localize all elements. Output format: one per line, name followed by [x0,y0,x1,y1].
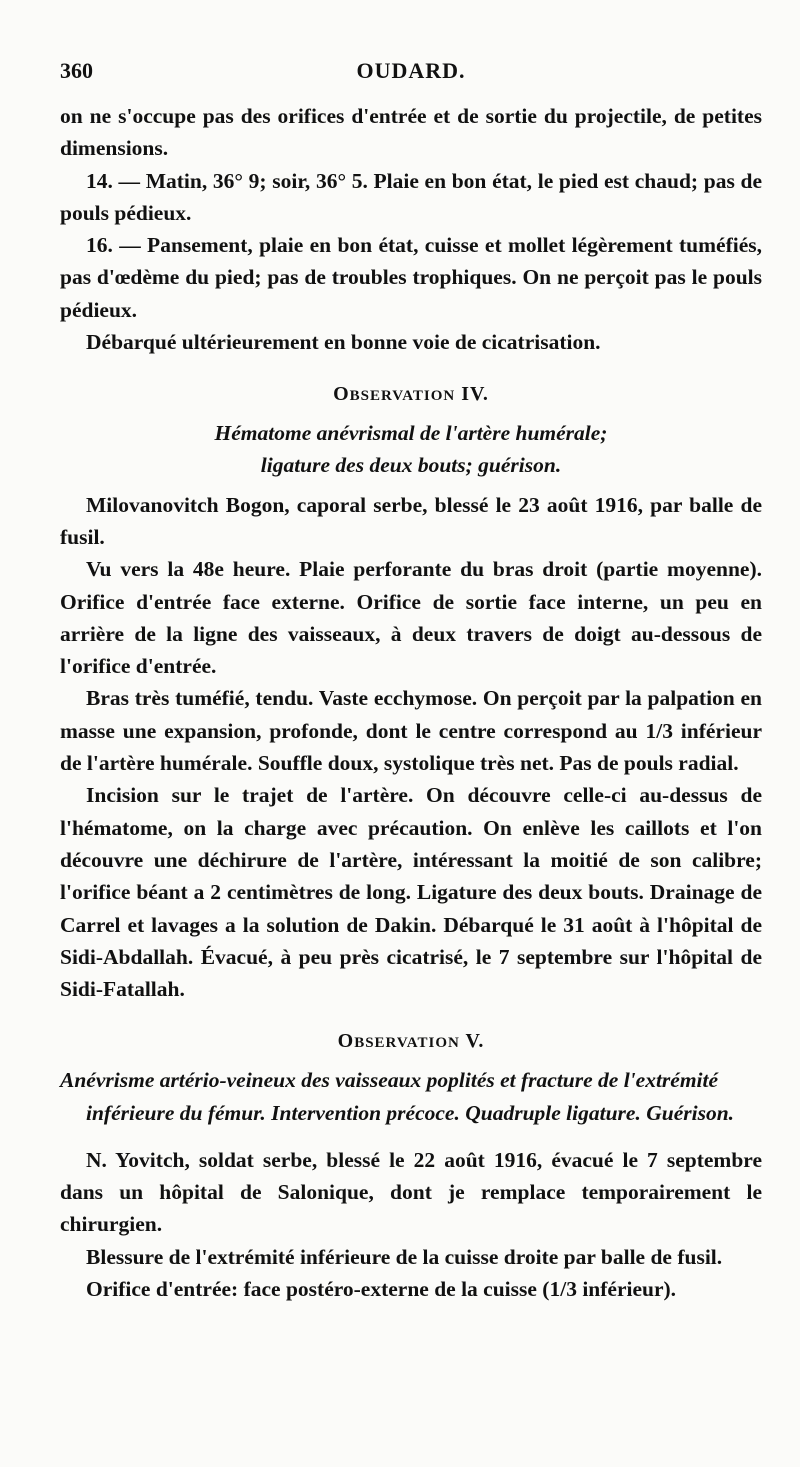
paragraph: Débarqué ultérieurement en bonne voie de cicatrisation. [86,330,601,355]
paragraph: Incision sur le trajet de l'artère. On découvre celle-ci au-dessus de l'hématome, on la charge avec précaution. On enlève les caillots et l'on découvre une déchirure de l'artère, intéressant la moitié de son calibre; l'orifice béant a 2 centimètres de long. Ligature des deux bouts. Drainage de Carrel et lavages a la solution de Dakin. Débarqué le 31 août à l'hôpital de Sidi-Abdallah. Évacué, à peu près cicatrisé, le 7 septembre sur l'hôpital de Sidi-Fatallah. [60,783,762,1002]
heading-number: V. [465,1030,485,1053]
paragraph: 14. — Matin, 36° 9; soir, 36° 5. Plaie en bon état, le pied est chaud; pas de pouls pédieux. [60,168,762,225]
paragraph: on ne s'occupe pas des orifices d'entrée et de sortie du projectile, de petites dimensions. [60,104,762,161]
observation-title: Anévrisme artério-veineux des vaisseaux poplités et fracture de l'extrémité inférieure du fémur. Intervention précoce. Quadruple ligature. Guérison. [60,1067,735,1125]
heading-initial: O [337,1030,355,1053]
title-line: ligature des deux bouts; guérison. [260,452,562,477]
paragraph: Blessure de l'extrémité inférieure de la cuisse droite par balle de fusil. [86,1244,723,1269]
paragraph: Orifice d'entrée: face postéro-externe de la cuisse (1/3 inférieur). [86,1276,677,1301]
heading-number: IV. [461,383,489,406]
heading-word: BSERVATION [354,1035,460,1052]
paragraph: 16. — Pansement, plaie en bon état, cuisse et mollet légèrement tuméfiés, pas d'œdème du pied; pas de troubles trophiques. On ne perçoit pas le pouls pédieux. [60,233,762,322]
heading-word: BSERVATION [349,388,456,405]
paragraph: Bras très tuméfié, tendu. Vaste ecchymose. On perçoit par la palpation en masse une expansion, profonde, dont le centre correspond au 1/3 inférieur de l'artère humérale. Souffle doux, systolique très net. Pas de pouls radial. [60,686,762,776]
page-body [60,100,762,1305]
paragraph: N. Yovitch, soldat serbe, blessé le 22 août 1916, évacué le 7 septembre dans un hôpital de Salonique, dont je remplace temporairement le chirurgien. [60,1147,762,1237]
page-number: 360 [60,58,93,83]
paragraph: Milovanovitch Bogon, caporal serbe, blessé le 23 août 1916, par balle de fusil. [60,492,762,549]
observation-heading [60,1025,762,1059]
observation-title [60,417,762,481]
title-line: Hématome anévrismal de l'artère humérale; [214,420,608,445]
heading-initial: O [333,383,350,406]
paragraph: Vu vers la 48e heure. Plaie perforante du bras droit (partie moyenne). Orifice d'entrée face externe. Orifice de sortie face interne, un peu en arrière de la ligne des vaisseaux, à deux travers de doigt au-dessous de l'orifice d'entrée. [60,557,762,679]
page-header [60,58,762,88]
running-head: OUDARD. [356,58,466,83]
observation-heading [60,378,762,412]
